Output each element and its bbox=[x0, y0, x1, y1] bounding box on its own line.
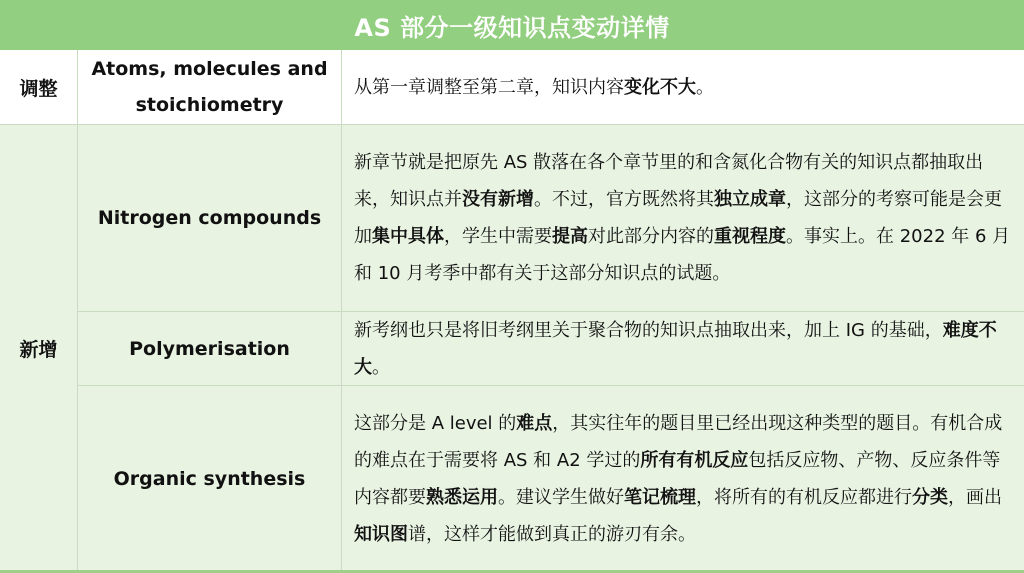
topic-polymerisation: Polymerisation bbox=[78, 312, 342, 386]
category-adjusted: 调整 bbox=[0, 50, 78, 125]
text-run: 包括反应物、产物、反应条件等内容都要 bbox=[354, 450, 1001, 508]
description-text bbox=[354, 144, 1016, 292]
text-run: 新考纲也只是将旧考纲里关于聚合物的知识点抽取出来，加上 IG 的基础， bbox=[354, 319, 943, 341]
desc-organic bbox=[342, 386, 1024, 573]
emphasis-text: 知识图 bbox=[354, 524, 408, 545]
text-run: ，这部分的考察可能是会更加 bbox=[354, 189, 1002, 247]
text-run: 新章节就是把原先 AS 散落在各个章节里的和含氮化合物有关的知识点都抽取出来，知识点并 bbox=[354, 152, 984, 210]
text-run: 。 bbox=[372, 356, 390, 378]
text-run: 。事实上。在 2022 年 6 月和 10 月考季中都有关于这部分知识点的试题。 bbox=[354, 226, 1011, 284]
topic-nitrogen: Nitrogen compounds bbox=[78, 125, 342, 312]
text-run: 从第一章调整至第二章，知识内容 bbox=[354, 76, 624, 98]
text-run: ，将所有的有机反应都进行 bbox=[696, 487, 912, 508]
text-run: ，其实往年的题目里已经出现这种类型的题目。有机合成的难点在于需要将 AS 和 A2 学过的 bbox=[354, 413, 1003, 471]
description-text bbox=[354, 69, 714, 106]
description-text bbox=[354, 312, 1016, 386]
topic-organic: Organic synthesis bbox=[78, 386, 342, 573]
text-run: 。不过，官方既然将其 bbox=[534, 189, 714, 210]
text-run: 这部分是 A level 的 bbox=[354, 413, 517, 434]
emphasis-text: 所有有机反应 bbox=[640, 450, 749, 471]
emphasis-text: 难度不大 bbox=[354, 319, 997, 378]
desc-atoms bbox=[342, 50, 1024, 125]
text-run: ，画出 bbox=[948, 487, 1002, 508]
description-text bbox=[354, 405, 1016, 553]
emphasis-text: 分类 bbox=[912, 487, 948, 508]
emphasis-text: 提高 bbox=[552, 226, 588, 247]
emphasis-text: 重视程度 bbox=[714, 226, 786, 247]
emphasis-text: 难点 bbox=[516, 413, 553, 434]
emphasis-text: 熟悉运用 bbox=[426, 487, 498, 508]
text-run: 对此部分内容的 bbox=[588, 226, 714, 247]
emphasis-text: 集中具体 bbox=[372, 226, 444, 247]
desc-nitrogen bbox=[342, 125, 1024, 312]
info-table bbox=[0, 50, 1024, 573]
emphasis-text: 变化不大 bbox=[624, 76, 696, 98]
page-title: AS 部分一级知识点变动详情 bbox=[0, 0, 1024, 50]
topic-atoms: Atoms, molecules and stoichiometry bbox=[78, 50, 342, 125]
emphasis-text: 独立成章 bbox=[714, 189, 786, 210]
text-run: 谱，这样才能做到真正的游刃有余。 bbox=[408, 524, 696, 545]
category-new: 新增 bbox=[0, 125, 78, 573]
text-run: 。 bbox=[696, 76, 714, 98]
text-run: ，学生中需要 bbox=[444, 226, 552, 247]
emphasis-text: 笔记梳理 bbox=[624, 487, 696, 508]
text-run: 。建议学生做好 bbox=[498, 487, 624, 508]
desc-polymerisation bbox=[342, 312, 1024, 386]
emphasis-text: 没有新增 bbox=[462, 189, 534, 210]
